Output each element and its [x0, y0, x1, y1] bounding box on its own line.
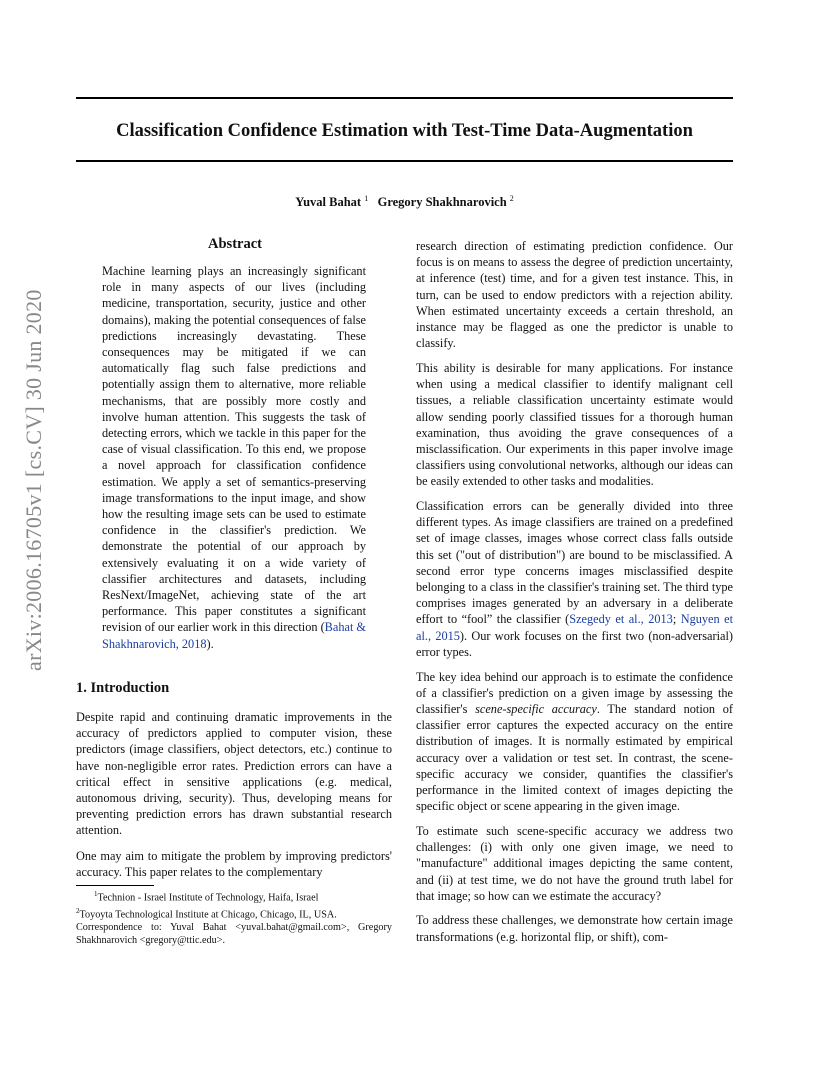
footnote-text: Technion - Israel Institute of Technology, Haifa, Israel: [97, 892, 319, 904]
footnote-correspondence: Correspondence to: Yuval Bahat <yuval.bahat@gmail.com>, Gregory Shakhnarovich <gregory@ttic.edu>.: [76, 922, 392, 947]
author-name: Gregory Shakhnarovich: [377, 195, 507, 210]
abstract-heading: Abstract: [208, 236, 262, 252]
citation-link[interactable]: Bahat & Shakhnarovich, 2018: [102, 620, 366, 651]
section-heading-introduction: 1. Introduction: [76, 680, 170, 696]
body-paragraph: research direction of estimating prediction confidence. Our focus is on means to assess the degree of prediction uncertainty, at inference (test) time, and for a given test instance. This, in turn, can be used to endow predictors with a rejection ability. When estimated uncertainty exceeds a certain threshold, an instance may be flagged as one the predictor is unable to classify.: [416, 239, 733, 351]
abstract-body: [102, 263, 366, 652]
arxiv-stamp: arXiv:2006.16705v1 [cs.CV] 30 Jun 2020: [21, 289, 46, 671]
footnote: [76, 888, 392, 948]
footnote-affiliation-2: [76, 905, 392, 922]
title-bottom-rule: [76, 160, 733, 162]
author-list: [76, 191, 733, 210]
abstract-text: Machine learning plays an increasingly significant role in many aspects of our lives (including medicine, transportation, security, justice and other domains), making the potential consequences of false predictions increasingly devastating. These consequences may be mitigated if we can automatically flag such false predictions and potentially assign them to alternative, more reliable mechanisms, that are possibly more costly and involve human attention. This suggests the task of detecting errors, which we tackle in this paper for the case of visual classification. To this end, we propose a novel approach for classification confidence estimation. We apply a set of semantics-preserving image transformations to the input image, and show how the resulting image sets can be used to estimate confidence in the classifier's prediction. We demonstrate the potential of our approach by extensively evaluating it on a wide variety of classifier architectures and datasets, including ResNext/ImageNet, achieving state of the art performance. This paper constitutes a significant revision of our earlier work in this direction (: [102, 264, 366, 635]
footnote-mark: 2: [76, 906, 80, 915]
body-text: ). Our work focuses on the first two (non-adversarial) error types.: [416, 628, 733, 659]
introduction-body: [76, 709, 392, 880]
top-rule: [76, 97, 733, 99]
body-paragraph: This ability is desirable for many applications. For instance when using a medical classifier to identify malignant cell tissues, a reliable classification uncertainty estimate would allow sending poorly classified tissues for a thorough human examination, thus avoiding the grave consequences of a misclassification. Our experiments in this paper involve image classifiers using convolutional networks, although our ideas can be easily extended to other tasks and modalities.: [416, 360, 733, 489]
intro-paragraph-2: One may aim to mitigate the problem by improving predictors' accuracy. This paper relates to the complementary: [76, 848, 392, 879]
author-name: Yuval Bahat: [295, 195, 362, 210]
citation-link[interactable]: Szegedy et al., 2013: [569, 612, 673, 627]
body-paragraph: [416, 669, 733, 815]
right-column-body: [416, 238, 733, 953]
author-affiliation-mark: 2: [509, 194, 514, 203]
abstract-end: ).: [206, 636, 214, 651]
emphasized-term: scene-specific accuracy: [475, 701, 597, 716]
abstract-paragraph: [102, 263, 366, 652]
body-text: . The standard notion of classifier error captures the expected accuracy on the entire distribution of images. It is normally estimated by empirical accuracy over a validation or test set. In contrast, the scene-specific accuracy we consider, quantifies the classifier's performance in the limited context of images depicting the specific object or scene appearing in the given image.: [416, 701, 733, 814]
citation-link[interactable]: Nguyen et al., 2015: [416, 612, 733, 643]
body-text: Classification errors can be generally divided into three different types. As image classifiers are trained on a predefined set of image classes, images whose correct class falls outside this set ("out of distribution") are bound to be misclassified. A second error type concerns images misclassified despite belonging to a class in the classifier's training set. The third type comprises images generated by an adversary in a deliberate effort to “fool” the classifier (: [416, 499, 733, 627]
footnote-mark: 1: [94, 890, 98, 898]
intro-paragraph-1: Despite rapid and continuing dramatic improvements in the accuracy of predictors applied to computer vision, these predictors (image classifiers, object detectors, etc.) continue to have non-negligible error rates. Prediction errors can have a critical effect in sensitive applications (e.g. medical, autonomous driving, security). Thus, developing means for preventing prediction errors has drawn substantial research attention.: [76, 710, 392, 838]
footnote-rule: [76, 885, 154, 886]
footnote-text: Toyoyta Technological Institute at Chicago, Chicago, IL, USA.: [79, 908, 337, 920]
paper-title: Classification Confidence Estimation with Test-Time Data-Augmentation: [116, 121, 693, 141]
body-paragraph: To estimate such scene-specific accuracy we address two challenges: (i) with only one given image, we need to "manufacture" additional images depicting the same content, and (ii) at test time, we do not have the ground truth label for that image; so how can we estimate the accuracy?: [416, 823, 733, 903]
author-affiliation-mark: 1: [364, 194, 369, 203]
citation-separator: ;: [672, 612, 681, 627]
footnote-affiliation-1: [76, 888, 392, 905]
body-paragraph: To address these challenges, we demonstrate how certain image transformations (e.g. horizontal flip, or shift), com-: [416, 913, 733, 944]
body-paragraph: [416, 498, 733, 660]
body-text: The key idea behind our approach is to estimate the confidence of a classifier's prediction on a given image by assessing the classifier's: [416, 669, 733, 716]
